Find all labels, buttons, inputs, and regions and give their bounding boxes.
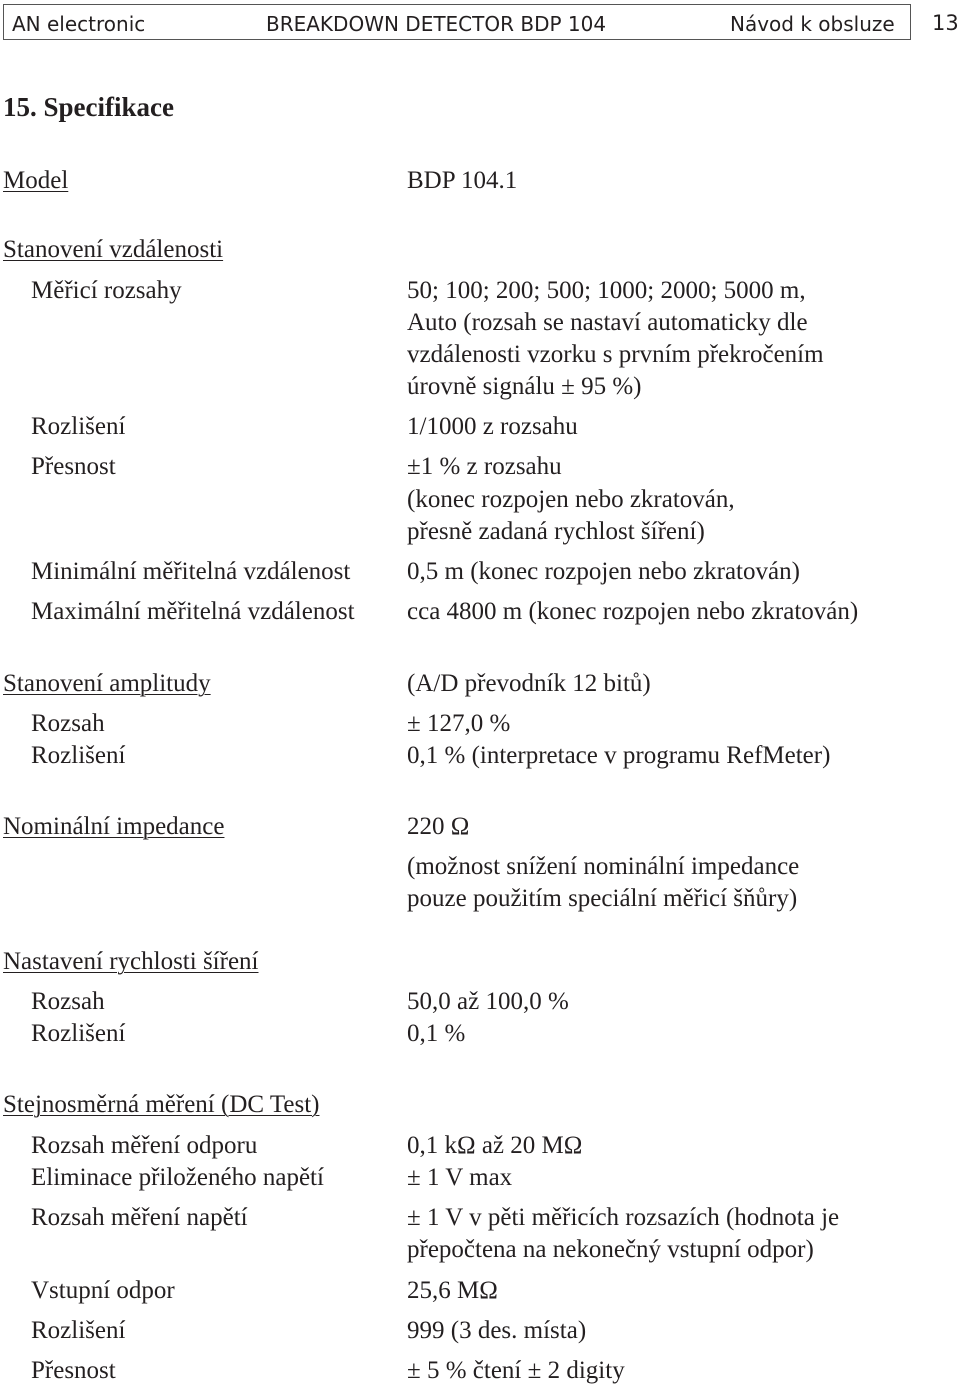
dc-test-heading: Stejnosměrná měření (DC Test) xyxy=(3,1091,320,1118)
amplitude-heading-value: (A/D převodník 12 bitů) xyxy=(407,670,651,697)
impedance-note-line: pouze použitím speciální měřicí šňůry) xyxy=(407,885,798,912)
velocity-range-value: 50,0 až 100,0 % xyxy=(407,988,569,1015)
dc-elim-value: ± 1 V max xyxy=(407,1164,513,1191)
velocity-resolution-label: Rozlišení xyxy=(31,1020,126,1047)
distance-accuracy-value-line: přesně zadaná rychlost šíření) xyxy=(407,518,705,545)
section-title: 15. Specifikace xyxy=(3,92,174,122)
impedance-heading: Nominální impedance xyxy=(3,813,225,840)
model-label: Model xyxy=(3,167,69,194)
distance-resolution-label: Rozlišení xyxy=(31,413,126,440)
dc-volt-range-value-line: přepočtena na nekonečný vstupní odpor) xyxy=(407,1236,814,1263)
page-number: 13 xyxy=(932,11,959,35)
distance-accuracy-label: Přesnost xyxy=(31,453,116,480)
distance-ranges-value-line: vzdálenosti vzorku s prvním překročením xyxy=(407,341,824,368)
distance-heading: Stanovení vzdálenosti xyxy=(3,236,224,263)
dc-accuracy-label: Přesnost xyxy=(31,1357,116,1384)
distance-ranges-value-line: 50; 100; 200; 500; 1000; 2000; 5000 m, xyxy=(407,277,806,304)
page-header xyxy=(3,4,911,40)
distance-ranges-value-line: Auto (rozsah se nastaví automaticky dle xyxy=(407,309,808,336)
amplitude-resolution-label: Rozlišení xyxy=(31,742,126,769)
distance-max-value: cca 4800 m (konec rozpojen nebo zkratován) xyxy=(407,598,859,625)
impedance-note-line: (možnost snížení nominální impedance xyxy=(407,853,800,880)
velocity-resolution-value: 0,1 % xyxy=(407,1020,466,1047)
dc-accuracy-value: ± 5 % čtení ± 2 digity xyxy=(407,1357,625,1384)
dc-volt-range-label: Rozsah měření napětí xyxy=(31,1204,248,1231)
distance-accuracy-value-line: (konec rozpojen nebo zkratován, xyxy=(407,486,735,513)
distance-max-label: Maximální měřitelná vzdálenost xyxy=(31,598,355,625)
distance-min-label: Minimální měřitelná vzdálenost xyxy=(31,558,351,585)
dc-input-label: Vstupní odpor xyxy=(31,1277,175,1304)
distance-ranges-value-line: úrovně signálu ± 95 %) xyxy=(407,373,642,400)
header-product: BREAKDOWN DETECTOR BDP 104 xyxy=(266,12,607,36)
header-doc-type: Návod k obsluze xyxy=(730,12,895,36)
header-brand: AN electronic xyxy=(12,12,146,36)
dc-input-value: 25,6 MΩ xyxy=(407,1277,498,1304)
dc-resolution-value: 999 (3 des. místa) xyxy=(407,1317,587,1344)
model-value: BDP 104.1 xyxy=(407,167,518,194)
amplitude-range-label: Rozsah xyxy=(31,710,105,737)
amplitude-heading: Stanovení amplitudy xyxy=(3,670,211,697)
velocity-range-label: Rozsah xyxy=(31,988,105,1015)
distance-accuracy-value-line: ±1 % z rozsahu xyxy=(407,453,562,480)
amplitude-range-value: ± 127,0 % xyxy=(407,710,511,737)
distance-min-value: 0,5 m (konec rozpojen nebo zkratován) xyxy=(407,558,800,585)
dc-res-range-value: 0,1 kΩ až 20 MΩ xyxy=(407,1132,583,1159)
dc-elim-label: Eliminace přiloženého napětí xyxy=(31,1164,324,1191)
amplitude-resolution-value: 0,1 % (interpretace v programu RefMeter) xyxy=(407,742,831,769)
velocity-heading: Nastavení rychlosti šíření xyxy=(3,948,259,975)
distance-ranges-label: Měřicí rozsahy xyxy=(31,277,182,304)
dc-volt-range-value-line: ± 1 V v pěti měřicích rozsazích (hodnota je xyxy=(407,1204,840,1231)
dc-resolution-label: Rozlišení xyxy=(31,1317,126,1344)
distance-resolution-value: 1/1000 z rozsahu xyxy=(407,413,578,440)
dc-res-range-label: Rozsah měření odporu xyxy=(31,1132,258,1159)
impedance-value: 220 Ω xyxy=(407,813,470,840)
